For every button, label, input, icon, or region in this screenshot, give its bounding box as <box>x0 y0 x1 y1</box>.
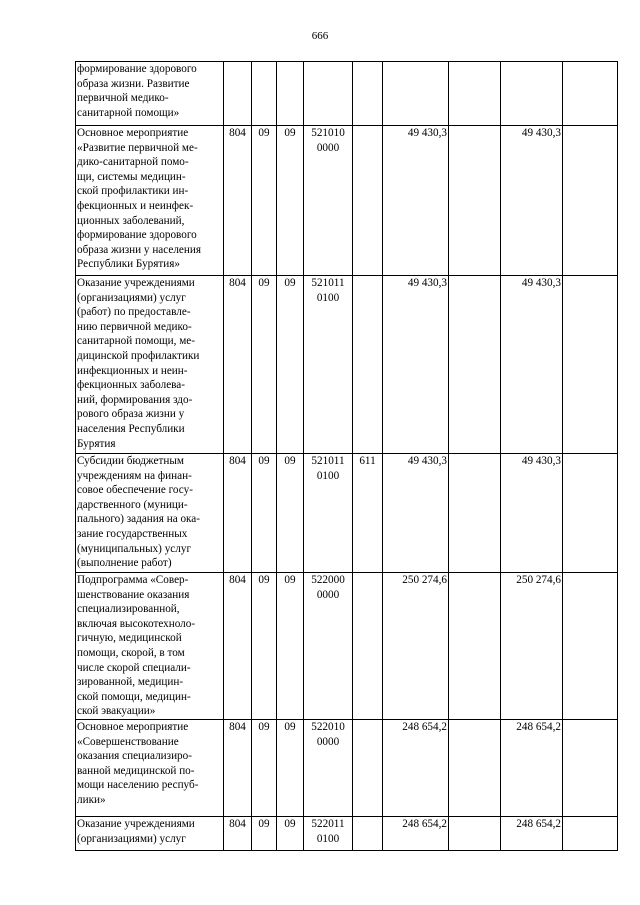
target-article-cell <box>304 62 353 126</box>
amount-cell: 248 654,2 <box>383 720 449 817</box>
section-code-cell: 09 <box>252 817 277 851</box>
amount-total-cell: 49 430,3 <box>501 126 563 276</box>
expense-type-cell <box>353 276 383 454</box>
empty-cell <box>563 454 618 573</box>
empty-cell <box>563 276 618 454</box>
section-code-cell: 09 <box>252 276 277 454</box>
page-number: 666 <box>311 30 329 42</box>
table-body <box>76 62 618 851</box>
amount-cell: 250 274,6 <box>383 573 449 720</box>
ministry-code-cell: 804 <box>224 573 252 720</box>
subsection-code-cell: 09 <box>277 454 304 573</box>
row-name-cell: Оказание учреждениями (организациями) услуг (работ) по предоставле- нию первичной медико- санитарной помощи, ме- дицинской профилактики инфекционных и неин- фекционных заболева- ний, формирования здо- рового образа жизни у населения Республики Бурятия <box>76 276 224 454</box>
table-row <box>76 126 618 276</box>
target-article-cell: 522011 0100 <box>304 817 353 851</box>
expense-type-cell <box>353 573 383 720</box>
target-article-cell: 521011 0100 <box>304 454 353 573</box>
subsection-code-cell: 09 <box>277 720 304 817</box>
table-row <box>76 573 618 720</box>
expense-type-cell <box>353 126 383 276</box>
subsection-code-cell: 09 <box>277 573 304 720</box>
empty-cell <box>449 573 501 720</box>
subsection-code-cell <box>277 62 304 126</box>
empty-cell <box>563 817 618 851</box>
empty-cell <box>563 720 618 817</box>
section-code-cell: 09 <box>252 573 277 720</box>
amount-total-cell: 250 274,6 <box>501 573 563 720</box>
target-article-cell: 522010 0000 <box>304 720 353 817</box>
empty-cell <box>449 817 501 851</box>
ministry-code-cell: 804 <box>224 454 252 573</box>
empty-cell <box>449 62 501 126</box>
section-code-cell <box>252 62 277 126</box>
table-row <box>76 454 618 573</box>
target-article-cell: 521010 0000 <box>304 126 353 276</box>
expense-type-cell: 611 <box>353 454 383 573</box>
empty-cell <box>449 454 501 573</box>
section-code-cell: 09 <box>252 126 277 276</box>
table-row <box>76 720 618 817</box>
empty-cell <box>449 720 501 817</box>
empty-cell <box>449 126 501 276</box>
subsection-code-cell: 09 <box>277 276 304 454</box>
amount-total-cell: 248 654,2 <box>501 720 563 817</box>
amount-cell: 49 430,3 <box>383 276 449 454</box>
expense-type-cell <box>353 720 383 817</box>
target-article-cell: 522000 0000 <box>304 573 353 720</box>
target-article-cell: 521011 0100 <box>304 276 353 454</box>
amount-cell <box>383 62 449 126</box>
row-name-cell: Субсидии бюджетным учреждениям на финан- совое обеспечение госу- дарственного (муници- пального) задания на ока- зание государственных (муниципальных) услуг (выполнение работ) <box>76 454 224 573</box>
ministry-code-cell: 804 <box>224 126 252 276</box>
amount-total-cell: 49 430,3 <box>501 454 563 573</box>
amount-cell: 248 654,2 <box>383 817 449 851</box>
amount-total-cell: 248 654,2 <box>501 817 563 851</box>
table-row <box>76 276 618 454</box>
row-name-cell: Основное мероприятие «Развитие первичной ме- дико-санитарной помо- щи, системы медицин- ской профилактики ин- фекционных и неинфек- ционных заболеваний, формирование здорового образа жизни у населения Республики Бурятия» <box>76 126 224 276</box>
empty-cell <box>563 573 618 720</box>
section-code-cell: 09 <box>252 454 277 573</box>
expense-type-cell <box>353 62 383 126</box>
ministry-code-cell: 804 <box>224 276 252 454</box>
expense-type-cell <box>353 817 383 851</box>
subsection-code-cell: 09 <box>277 126 304 276</box>
row-name-cell: Оказание учреждениями (организациями) услуг <box>76 817 224 851</box>
ministry-code-cell <box>224 62 252 126</box>
table-row <box>76 817 618 851</box>
empty-cell <box>449 276 501 454</box>
section-code-cell: 09 <box>252 720 277 817</box>
amount-cell: 49 430,3 <box>383 126 449 276</box>
empty-cell <box>563 126 618 276</box>
budget-table <box>75 61 618 851</box>
subsection-code-cell: 09 <box>277 817 304 851</box>
amount-cell: 49 430,3 <box>383 454 449 573</box>
row-name-cell: формирование здорового образа жизни. Развитие первичной медико- санитарной помощи» <box>76 62 224 126</box>
row-name-cell: Основное мероприятие «Совершенствование оказания специализиро- ванной медицинской по- мощи населению респуб- лики» <box>76 720 224 817</box>
table-row <box>76 62 618 126</box>
ministry-code-cell: 804 <box>224 720 252 817</box>
amount-total-cell <box>501 62 563 126</box>
empty-cell <box>563 62 618 126</box>
amount-total-cell: 49 430,3 <box>501 276 563 454</box>
row-name-cell: Подпрограмма «Совер- шенствование оказания специализированной, включая высокотехноло- гичную, медицинской помощи, скорой, в том числе скорой специали- зированной, медицин- ской помощи, медицин- ской эвакуации» <box>76 573 224 720</box>
ministry-code-cell: 804 <box>224 817 252 851</box>
